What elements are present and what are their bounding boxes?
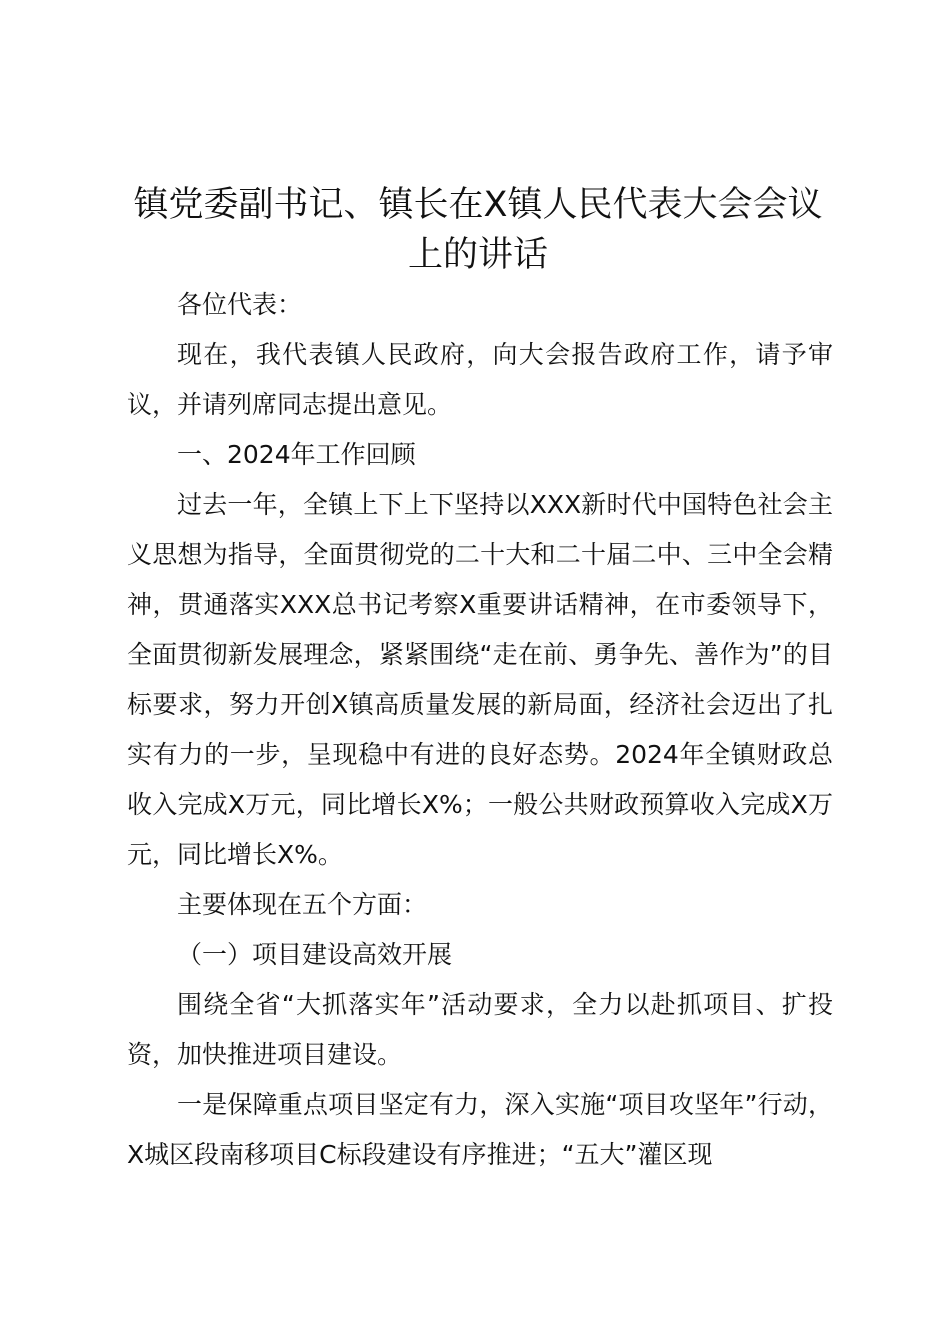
salutation: 各位代表： [177,290,303,319]
paragraph-projects: 围绕全省“大抓落实年”活动要求，全力以赴抓项目、扩投资，加快推进项目建设。 [127,990,833,1069]
paragraph-intro: 现在，我代表镇人民政府，向大会报告政府工作，请予审议，并请列席同志提出意见。 [127,340,833,419]
paragraph-key-projects: 一是保障重点项目坚定有力，深入实施“项目攻坚年”行动，X城区段南移项目C标段建设有序推进；“五大”灌区现 [127,1090,833,1169]
document-title: 镇党委副书记、镇长在X镇人民代表大会会议上的讲话 [133,185,823,275]
paragraph-review: 过去一年，全镇上下上下坚持以XXX新时代中国特色社会主义思想为指导，全面贯彻党的二十大和二十届二中、三中全会精神，贯通落实XXX总书记考察X重要讲话精神，在市委领导下，全面贯彻新发展理念，紧紧围绕“走在前、勇争先、善作为”的目标要求，努力开创X镇高质量发展的新局面，经济社会迈出了扎实有力的一步，呈现稳中有进的良好态势。2024年全镇财政总收入完成X万元，同比增长X%；一般公共财政预算收入完成X万元，同比增长X%。 [127,490,833,869]
paragraph-summary: 主要体现在五个方面： [177,890,428,919]
subsection-heading: （一）项目建设高效开展 [177,940,453,969]
document-body [127,280,833,1180]
section-heading: 一、2024年工作回顾 [177,440,416,469]
